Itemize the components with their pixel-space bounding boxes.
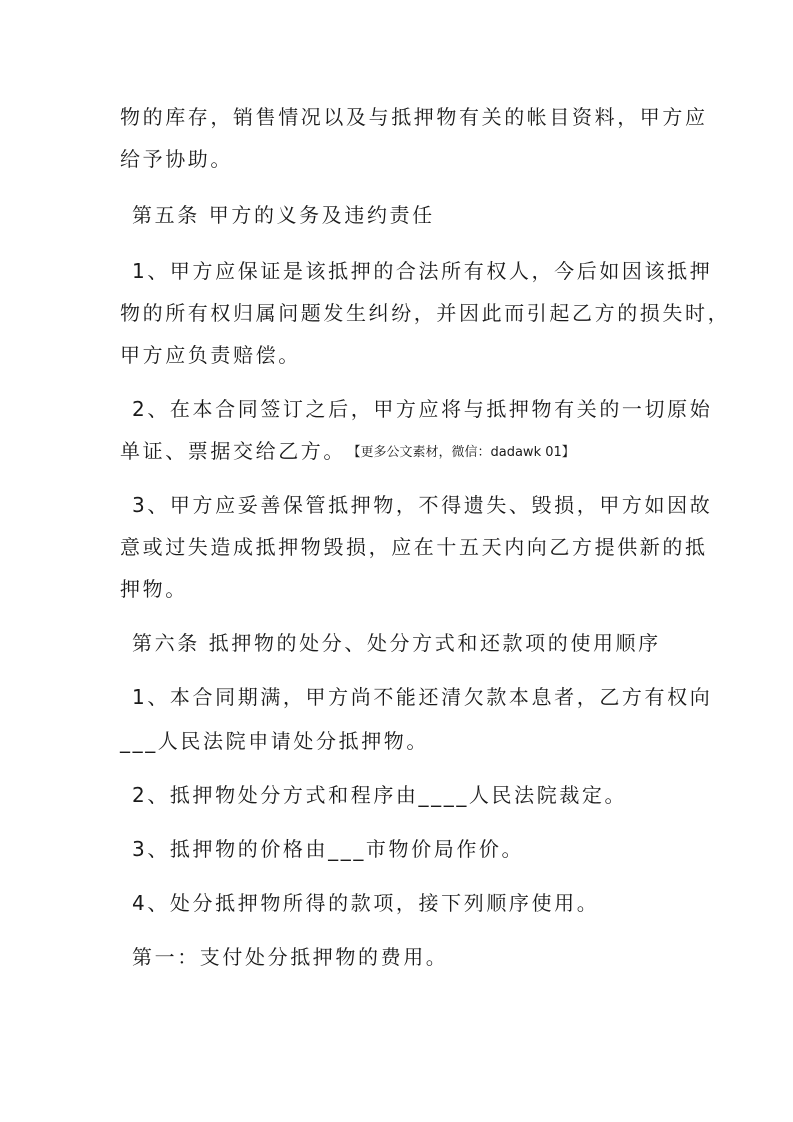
promo-note: 【更多公文素材，微信：dadawk 01】 (354, 445, 575, 460)
article-heading: 第五条 甲方的义务及违约责任 (132, 203, 435, 227)
paragraph-line: 给予协助。 (120, 147, 233, 171)
paragraph-line: 甲方应负责赔偿。 (120, 343, 301, 367)
paragraph-line: 物的所有权归属问题发生纠纷，并因此而引起乙方的损失时， (120, 301, 731, 325)
paragraph-line: 押物。 (120, 577, 188, 601)
paragraph-line-with-note (120, 438, 575, 466)
paragraph-line: 第一：支付处分抵押物的费用。 (132, 945, 449, 969)
paragraph-line: 2、抵押物处分方式和程序由____人民法院裁定。 (132, 783, 628, 807)
paragraph-line: 2、在本合同签订之后，甲方应将与抵押物有关的一切原始 (132, 397, 713, 421)
paragraph-line: 3、甲方应妥善保管抵押物，不得遗失、毁损，甲方如因故 (132, 493, 713, 517)
paragraph-line: 3、抵押物的价格由___市物价局作价。 (132, 837, 525, 861)
paragraph-line: ___人民法院申请处分抵押物。 (120, 729, 429, 753)
paragraph-text: 单证、票据交给乙方。 (120, 439, 346, 463)
paragraph-line: 意或过失造成抵押物毁损，应在十五天内向乙方提供新的抵 (120, 535, 708, 559)
article-heading: 第六条 抵押物的处分、处分方式和还款项的使用顺序 (132, 631, 661, 655)
paragraph-line: 1、本合同期满，甲方尚不能还清欠款本息者，乙方有权向 (132, 685, 713, 709)
paragraph-line: 4、处分抵押物所得的款项，接下列顺序使用。 (132, 891, 600, 915)
paragraph-line: 物的库存，销售情况以及与抵押物有关的帐目资料，甲方应 (120, 105, 708, 129)
paragraph-line: 1、甲方应保证是该抵押的合法所有权人，今后如因该抵押 (132, 259, 713, 283)
